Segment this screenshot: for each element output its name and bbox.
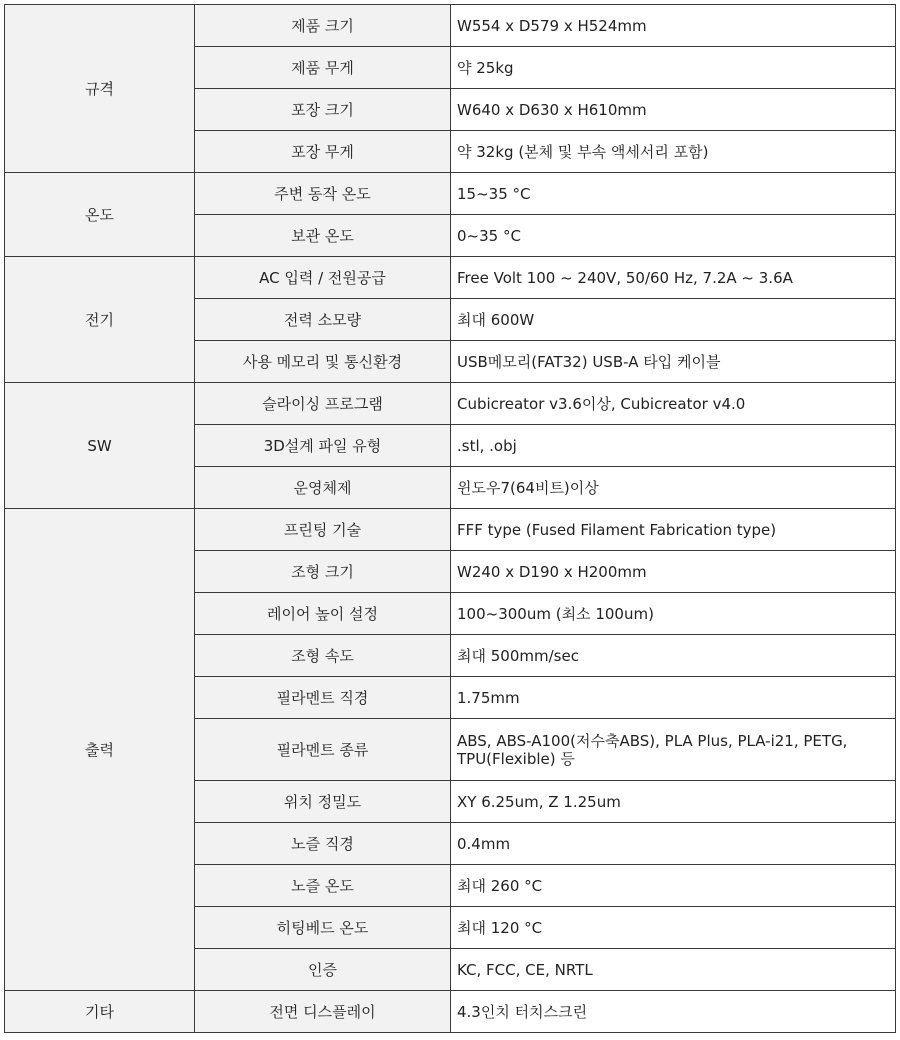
spec-name: 보관 온도 bbox=[195, 215, 451, 257]
spec-row bbox=[5, 383, 896, 425]
spec-value: 1.75mm bbox=[451, 677, 896, 719]
spec-name: 필라멘트 종류 bbox=[195, 719, 451, 781]
spec-table-body bbox=[5, 5, 896, 1033]
category-cell-electrical: 전기 bbox=[5, 257, 195, 383]
spec-row bbox=[5, 991, 896, 1033]
spec-value: 100~300um (최소 100um) bbox=[451, 593, 896, 635]
spec-row bbox=[5, 173, 896, 215]
spec-name: 레이어 높이 설정 bbox=[195, 593, 451, 635]
spec-name: 노즐 직경 bbox=[195, 823, 451, 865]
spec-value: W640 x D630 x H610mm bbox=[451, 89, 896, 131]
spec-name: 주변 동작 온도 bbox=[195, 173, 451, 215]
spec-value: 약 25kg bbox=[451, 47, 896, 89]
spec-value: 최대 120 °C bbox=[451, 907, 896, 949]
category-cell-software: SW bbox=[5, 383, 195, 509]
spec-value: 약 32kg (본체 및 부속 액세서리 포함) bbox=[451, 131, 896, 173]
spec-name: 제품 무게 bbox=[195, 47, 451, 89]
spec-value: KC, FCC, CE, NRTL bbox=[451, 949, 896, 991]
spec-value: 0~35 °C bbox=[451, 215, 896, 257]
spec-value: Free Volt 100 ~ 240V, 50/60 Hz, 7.2A ~ 3.6A bbox=[451, 257, 896, 299]
spec-value: ABS, ABS-A100(저수축ABS), PLA Plus, PLA-i21, PETG, TPU(Flexible) 등 bbox=[451, 719, 896, 781]
spec-name: 포장 크기 bbox=[195, 89, 451, 131]
spec-row bbox=[5, 5, 896, 47]
category-cell-temperature: 온도 bbox=[5, 173, 195, 257]
spec-name: 사용 메모리 및 통신환경 bbox=[195, 341, 451, 383]
category-cell-etc: 기타 bbox=[5, 991, 195, 1033]
spec-value: .stl, .obj bbox=[451, 425, 896, 467]
spec-row bbox=[5, 509, 896, 551]
spec-value: 최대 260 °C bbox=[451, 865, 896, 907]
spec-value: W554 x D579 x H524mm bbox=[451, 5, 896, 47]
spec-name: 슬라이싱 프로그램 bbox=[195, 383, 451, 425]
spec-name: 인증 bbox=[195, 949, 451, 991]
spec-value: 15~35 °C bbox=[451, 173, 896, 215]
spec-value: W240 x D190 x H200mm bbox=[451, 551, 896, 593]
spec-value: Cubicreator v3.6이상, Cubicreator v4.0 bbox=[451, 383, 896, 425]
spec-value: XY 6.25um, Z 1.25um bbox=[451, 781, 896, 823]
spec-value: 0.4mm bbox=[451, 823, 896, 865]
spec-value: 최대 600W bbox=[451, 299, 896, 341]
spec-name: 필라멘트 직경 bbox=[195, 677, 451, 719]
spec-value: FFF type (Fused Filament Fabrication type) bbox=[451, 509, 896, 551]
spec-name: 프린팅 기술 bbox=[195, 509, 451, 551]
spec-name: 제품 크기 bbox=[195, 5, 451, 47]
spec-value: 4.3인치 터치스크린 bbox=[451, 991, 896, 1033]
spec-name: 전면 디스플레이 bbox=[195, 991, 451, 1033]
category-cell-dimensions: 규격 bbox=[5, 5, 195, 173]
spec-name: 포장 무게 bbox=[195, 131, 451, 173]
spec-table bbox=[4, 4, 896, 1033]
spec-value: 윈도우7(64비트)이상 bbox=[451, 467, 896, 509]
spec-name: 3D설계 파일 유형 bbox=[195, 425, 451, 467]
spec-name: 위치 정밀도 bbox=[195, 781, 451, 823]
spec-name: 전력 소모량 bbox=[195, 299, 451, 341]
spec-row bbox=[5, 257, 896, 299]
spec-name: 히팅베드 온도 bbox=[195, 907, 451, 949]
spec-value: USB메모리(FAT32) USB-A 타입 케이블 bbox=[451, 341, 896, 383]
spec-name: 조형 속도 bbox=[195, 635, 451, 677]
spec-name: 운영체제 bbox=[195, 467, 451, 509]
spec-name: 조형 크기 bbox=[195, 551, 451, 593]
spec-value: 최대 500mm/sec bbox=[451, 635, 896, 677]
category-cell-output: 출력 bbox=[5, 509, 195, 991]
spec-name: 노즐 온도 bbox=[195, 865, 451, 907]
spec-name: AC 입력 / 전원공급 bbox=[195, 257, 451, 299]
